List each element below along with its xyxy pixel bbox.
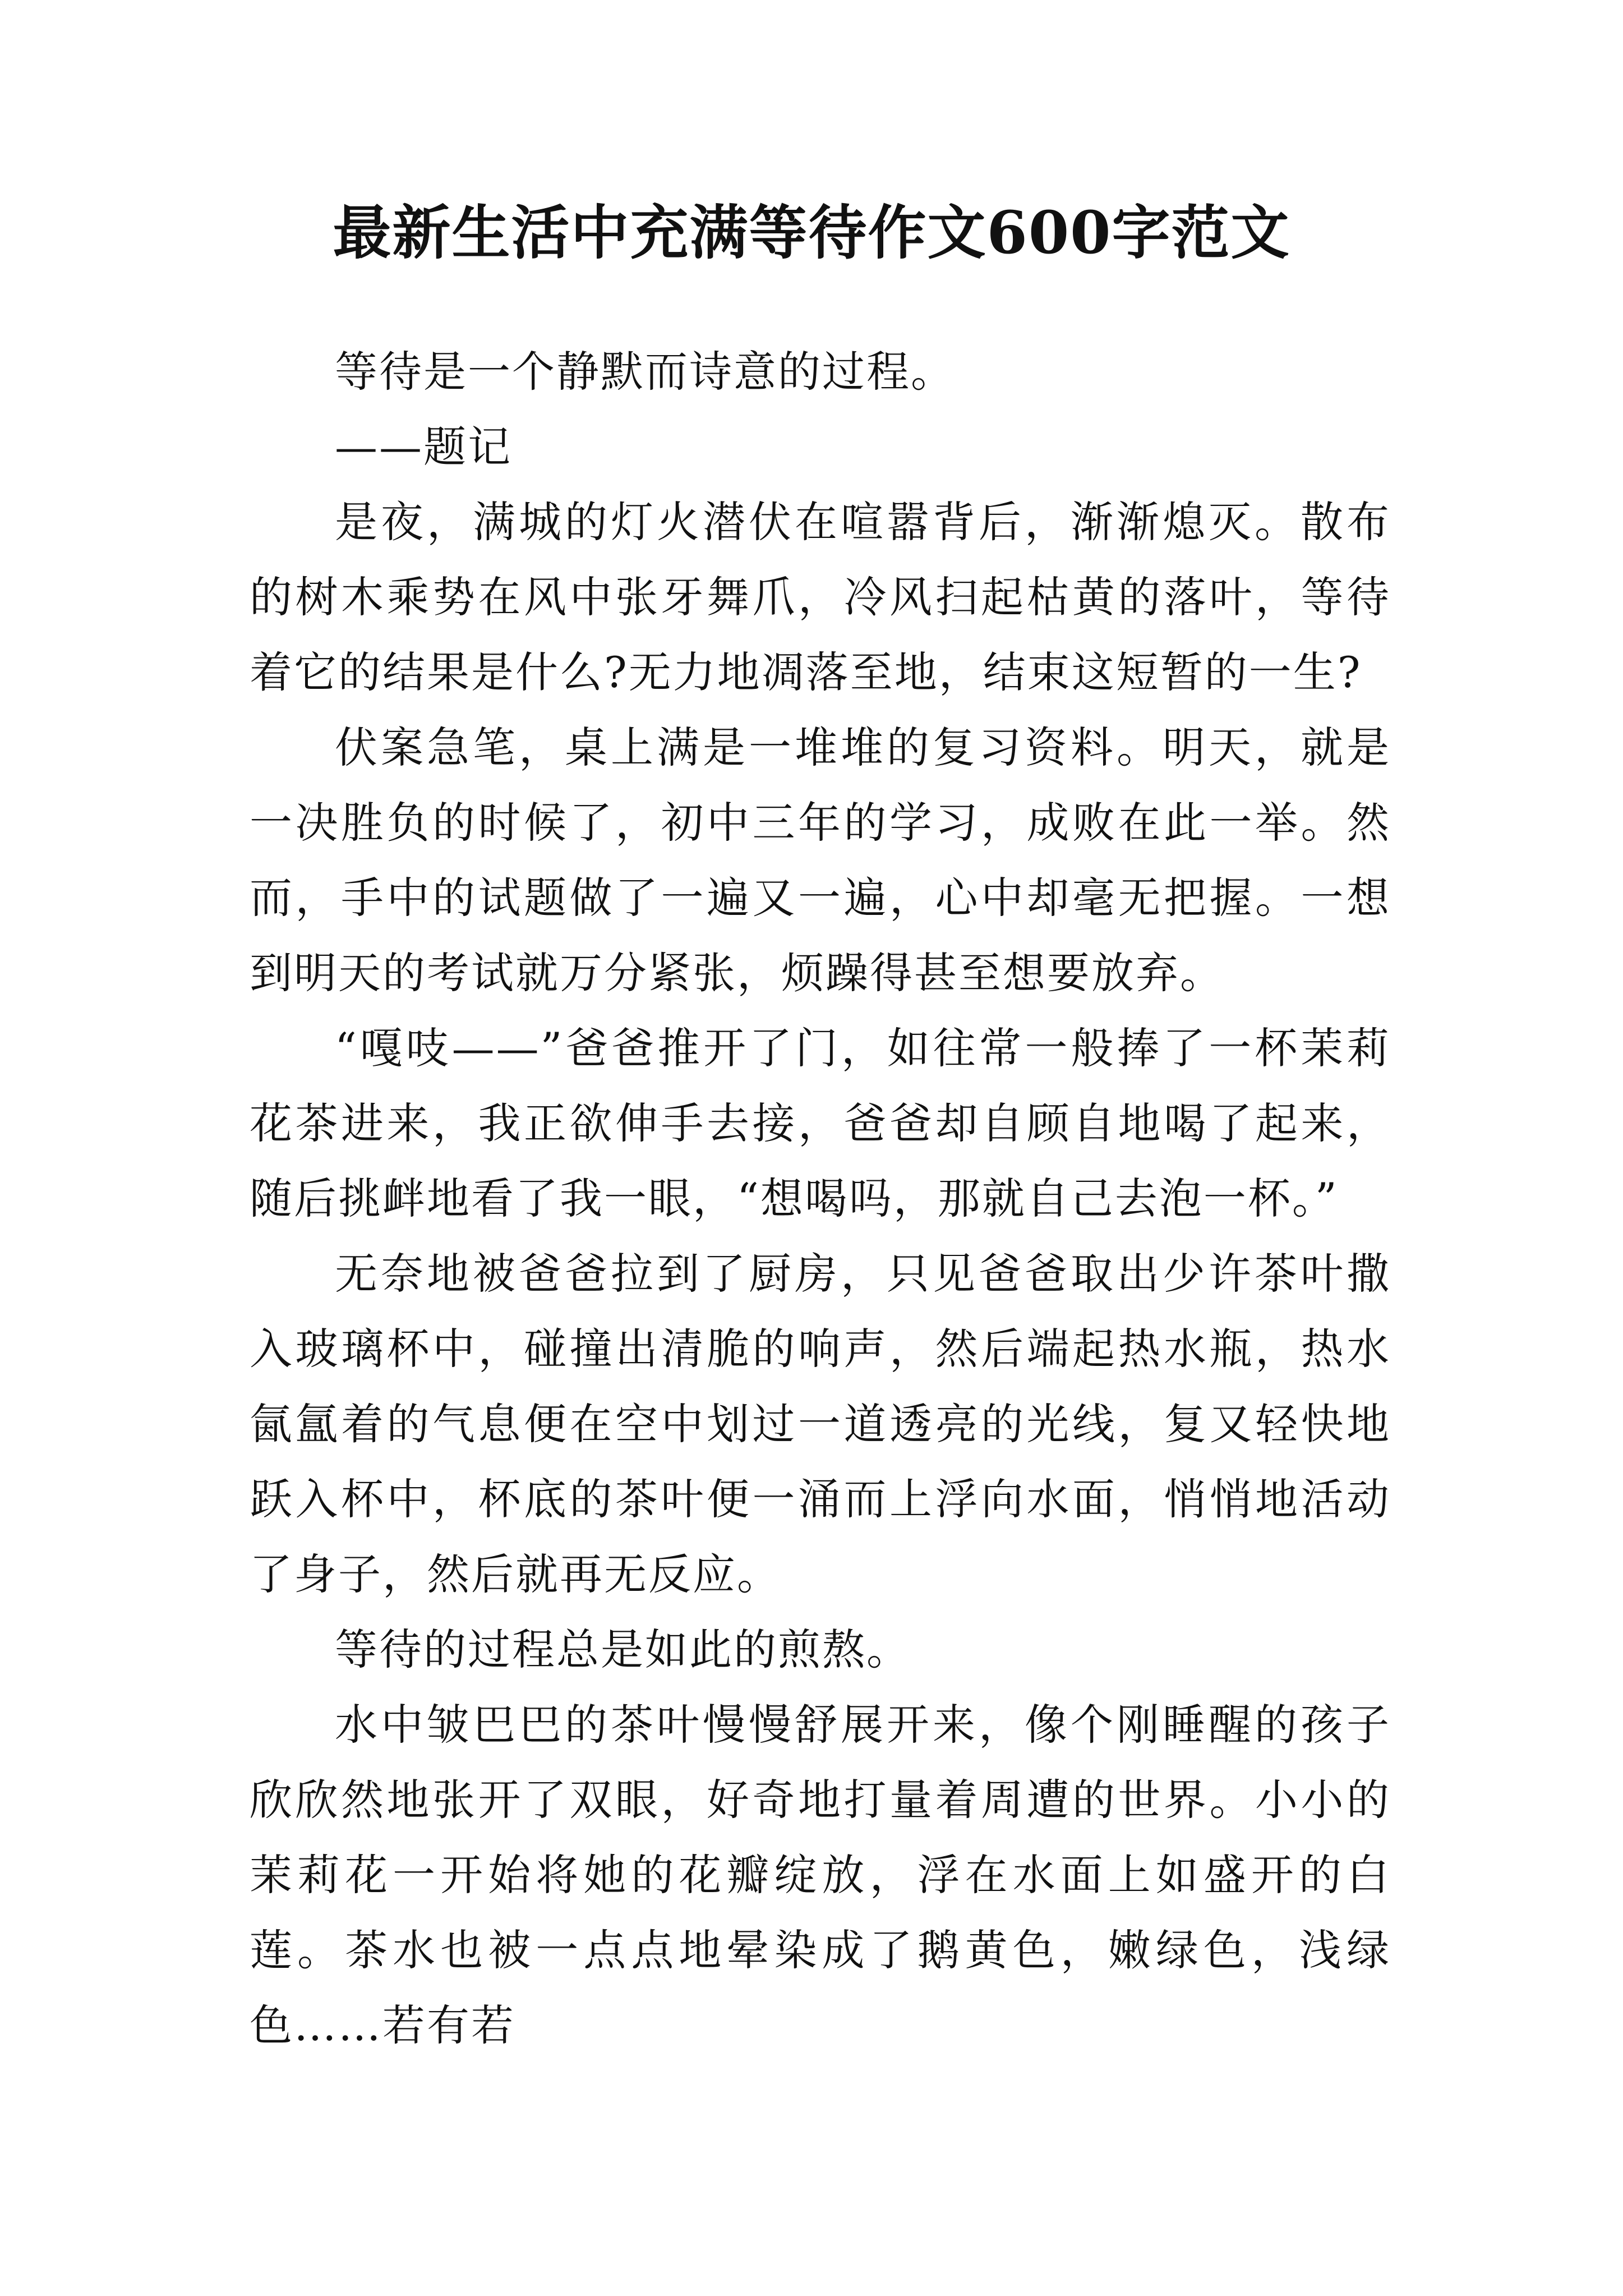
paragraph: 无奈地被爸爸拉到了厨房，只见爸爸取出少许茶叶撒入玻璃杯中，碰撞出清脆的响声，然后端起热水瓶，热水氤氲着的气息便在空中划过一道透亮的光线，复又轻快地跃入杯中，杯底的茶叶便一涌而上浮向水面，悄悄地活动了身子，然后就再无反应。 [250, 1249, 1391, 1599]
paragraph: “嘎吱——”爸爸推开了门，如往常一般捧了一杯茉莉花茶进来，我正欲伸手去接，爸爸却自顾自地喝了起来，随后挑衅地看了我一眼，“想喝吗，那就自己去泡一杯。” [250, 1023, 1391, 1223]
document-title: 最新生活中充满等待作文600字范文 [333, 198, 1290, 267]
paragraph: 水中皱巴巴的茶叶慢慢舒展开来，像个刚睡醒的孩子欣欣然地张开了双眼，好奇地打量着周遭的世界。小小的茉莉花一开始将她的花瓣绽放，浮在水面上如盛开的白莲。茶水也被一点点地晕染成了鹅黄色，嫩绿色，浅绿色……若有若 [250, 1700, 1391, 2050]
paragraph-epigraph-attribution: ——题记 [335, 422, 512, 472]
document-body [250, 334, 1391, 2063]
paragraph: 等待的过程总是如此的煎熬。 [335, 1625, 911, 1674]
paragraph: 伏案急笔，桌上满是一堆堆的复习资料。明天，就是一决胜负的时候了，初中三年的学习，成败在此一举。然而，手中的试题做了一遍又一遍，心中却毫无把握。一想到明天的考试就万分紧张，烦躁得甚至想要放弃。 [250, 723, 1391, 998]
paragraph-epigraph: 等待是一个静默而诗意的过程。 [335, 347, 955, 397]
paragraph: 是夜，满城的灯火潜伏在喧嚣背后，渐渐熄灭。散布的树木乘势在风中张牙舞爪，冷风扫起枯黄的落叶，等待着它的结果是什么?无力地凋落至地，结束这短暂的一生? [250, 497, 1391, 697]
